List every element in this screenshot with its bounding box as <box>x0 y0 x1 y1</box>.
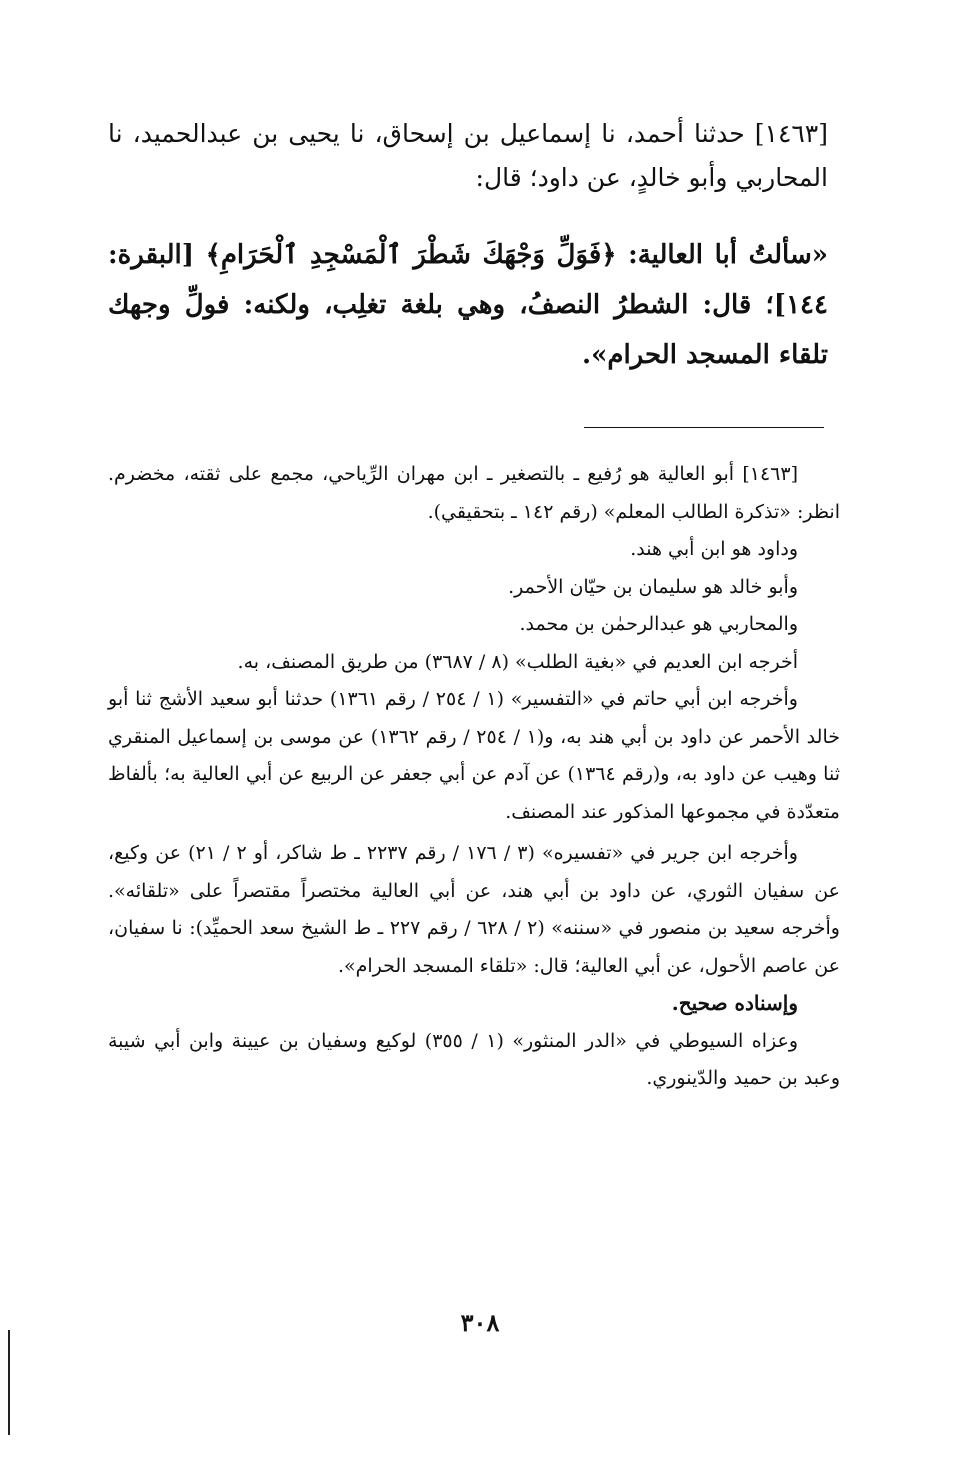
hadith-matn: «سألتُ أبا العالية: ﴿فَوَلِّ وَجْهَكَ شَطْرَ ٱلْمَسْجِدِ ٱلْحَرَامِ﴾ [البقرة: ١٤٤]؛ قال: الشطرُ النصفُ، وهي بلغة تغلِب، ولكنه: فولِّ وجهك تلقاء المسجد الحرام». <box>108 240 828 370</box>
page-number: ٣٠٨ <box>460 1308 500 1337</box>
isnad-grade: وإسناده صحيح. <box>671 991 798 1015</box>
footnote-separator <box>584 427 824 428</box>
footnote-intro: [١٤٦٣] أبو العالية هو رُفيع ـ بالتصغير ـ ابن مهران الرِّياحي، مجمع على ثقته، مخضرم. انظر: «تذكرة الطالب المعلم» (رقم ١٤٢ ـ بتحقيقي). <box>108 463 840 523</box>
footnotes <box>108 456 840 1098</box>
scan-edge-mark <box>8 1330 10 1435</box>
footnote-paragraph: وأخرجه ابن جرير في «تفسيره» (٣ / ١٧٦ / رقم ٢٢٣٧ ـ ط شاكر، أو ٢ / ٢١) عن وكيع، عن سفيان الثوري، عن داود بن أبي هند، عن أبي العالية مختصراً مقتصراً على «تلقائه». وأخرجه سعيد بن منصور في «سننه» (٢ / ٦٢٨ / رقم ٢٢٧ ـ ط الشيخ سعد الحميِّد): نا سفيان، عن عاصم الأحول، عن أبي العالية؛ قال: «تلقاء المسجد الحرام». <box>108 842 840 977</box>
footnote-paragraph: وأخرجه ابن أبي حاتم في «التفسير» (١ / ٢٥٤ / رقم ١٣٦١) حدثنا أبو سعيد الأشج ثنا أبو خالد الأحمر عن داود بن أبي هند به، و(١ / ٢٥٤ / رقم ١٣٦٢) عن موسى بن إسماعيل المنقري ثنا وهيب عن داود به، و(رقم ١٣٦٤) عن آدم عن أبي جعفر عن الربيع عن أبي العالية به؛ بألفاظ متعدّدة في مجموعها المذكور عند المصنف. <box>108 688 840 823</box>
footnote-line: والمحاربي هو عبدالرحمٰن بن محمد. <box>519 613 798 635</box>
footnote-paragraph: وعزاه السيوطي في «الدر المنثور» (١ / ٣٥٥) لوكيع وسفيان بن عيينة وابن أبي شيبة وعبد بن حميد والدّينوري. <box>108 1029 840 1089</box>
footnote-line: وأبو خالد هو سليمان بن حيّان الأحمر. <box>508 575 798 598</box>
hadith-isnad: [١٤٦٣] حدثنا أحمد، نا إسماعيل بن إسحاق، نا يحيى بن عبدالحميد، نا المحاربي وأبو خالدٍ، عن داود؛ قال: <box>108 119 828 192</box>
footnote-line: أخرجه ابن العديم في «بغية الطلب» (٨ / ٣٦٨٧) من طريق المصنف، به. <box>237 650 798 673</box>
footnote-line: وداود هو ابن أبي هند. <box>630 538 798 560</box>
